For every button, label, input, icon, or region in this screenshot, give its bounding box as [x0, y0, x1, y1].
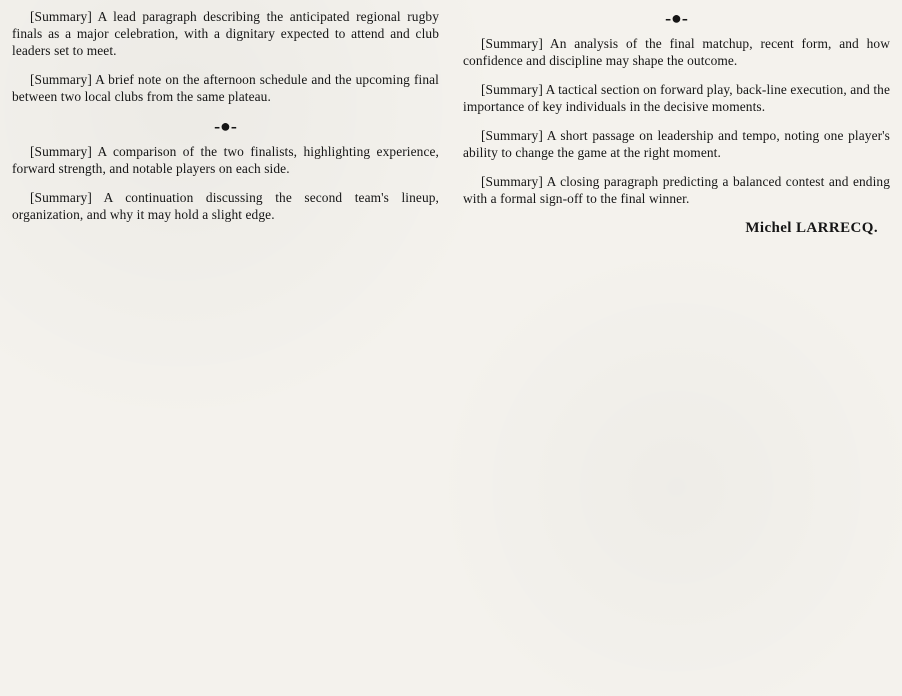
left-paragraph-1: [Summary] A lead paragraph describing the anticipated regional rugby finals as a major celebration, with a dignitary expected to attend and club leaders set to meet. [12, 9, 439, 59]
article-columns [12, 8, 890, 688]
right-block-4 [463, 173, 890, 207]
right-column [463, 8, 890, 688]
right-section-separator: -●- [665, 8, 688, 28]
left-paragraph-4: [Summary] A continuation discussing the second team's lineup, organization, and why it may hold a slight edge. [12, 190, 439, 223]
right-block-1 [463, 35, 890, 69]
left-paragraph-3: [Summary] A comparison of the two finalists, highlighting experience, forward strength, and notable players on each side. [12, 144, 439, 177]
right-paragraph-3: [Summary] A short passage on leadership and tempo, noting one player's ability to change the game at the right moment. [463, 128, 890, 161]
right-paragraph-2: [Summary] A tactical section on forward play, back-line execution, and the importance of key individuals in the decisive moments. [463, 82, 890, 115]
right-paragraph-4: [Summary] A closing paragraph predicting a balanced contest and ending with a formal sign-off to the final winner. [463, 174, 890, 207]
right-block-3 [463, 127, 890, 161]
left-section-separator: -●- [214, 116, 237, 137]
author-signature: Michel LARRECQ. [745, 220, 878, 237]
signature-wrap [463, 219, 890, 237]
left-block-4 [12, 189, 439, 223]
right-block-2 [463, 81, 890, 115]
left-block-1 [12, 8, 439, 59]
right-separator-wrap [463, 9, 890, 29]
left-paragraph-2: [Summary] A brief note on the afternoon schedule and the upcoming final between two local clubs from the same plateau. [12, 72, 439, 105]
left-block-2 [12, 71, 439, 105]
left-block-3 [12, 143, 439, 177]
left-separator-wrap [12, 117, 439, 137]
left-column [12, 8, 439, 688]
right-paragraph-1: [Summary] An analysis of the final matchup, recent form, and how confidence and discipline may shape the outcome. [463, 36, 890, 69]
